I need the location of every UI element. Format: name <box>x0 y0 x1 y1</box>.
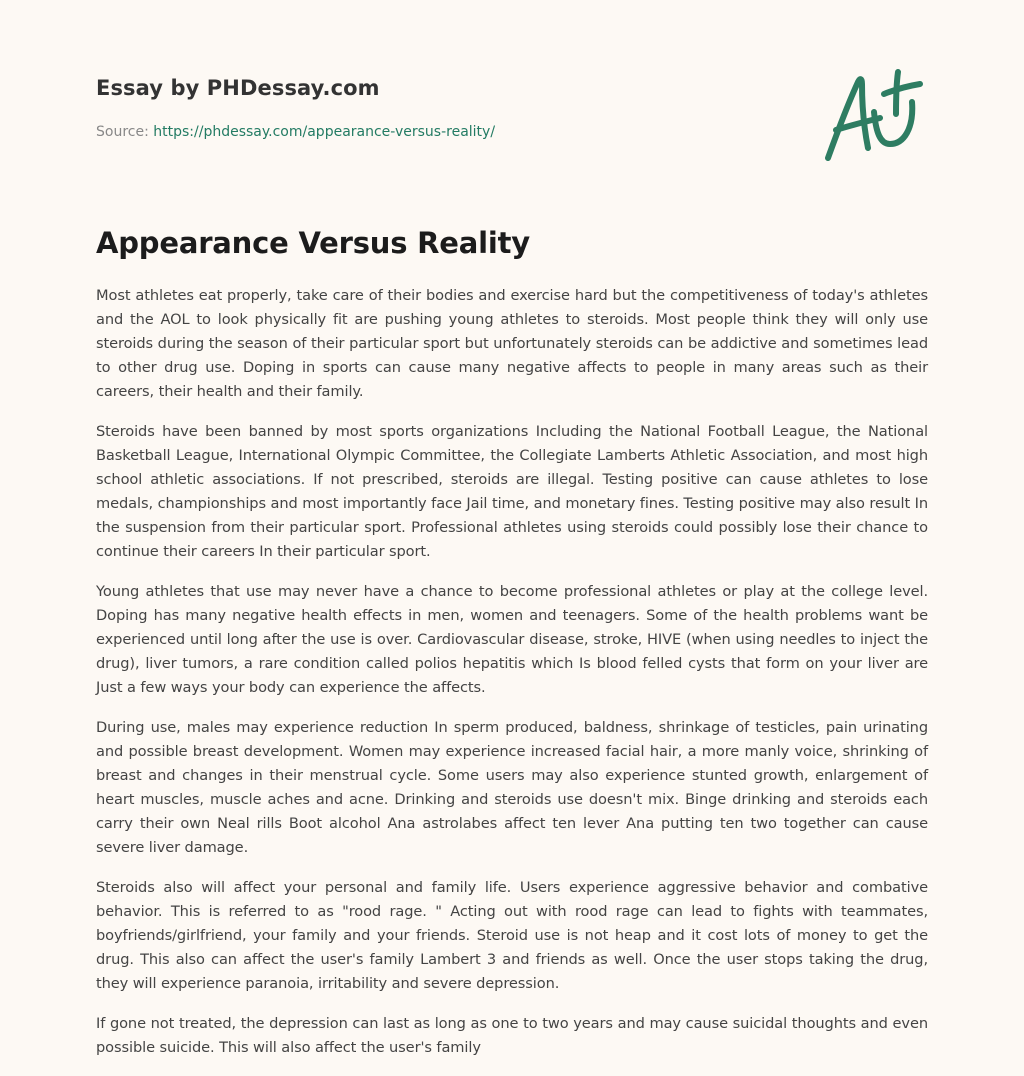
a-plus-grade-icon <box>824 66 928 166</box>
essay-paragraph: Steroids also will affect your personal and family life. Users experience aggressive behavior and combative behavior. This is referred to as "rood rage. " Acting out with rood rage can lead to fights with teammates, boyfriends/girlfriend, your family and your friends. Steroid use is not heap and it cost lots of money to get the drug. This also can affect the user's family Lambert 3 and friends as well. Once the user stops taking the drug, they will experience paranoia, irritability and severe depression. <box>96 879 928 992</box>
essay-paragraph: If gone not treated, the depression can last as long as one to two years and may cause suicidal thoughts and even possible suicide. This will also affect the user's family <box>96 1015 928 1056</box>
site-brand: Essay by PHDessay.com <box>96 76 380 100</box>
essay-paragraph: Most athletes eat properly, take care of their bodies and exercise hard but the competitiveness of today's athletes and the AOL to look physically fit are pushing young athletes to steroids. Most people think they will only use steroids during the season of their particular sport but unfortunately steroids can be addictive and sometimes lead to other drug use. Doping in sports can cause many negative affects to people in many areas such as their careers, their health and their family. <box>96 287 928 400</box>
essay-body <box>96 284 928 1076</box>
source-line <box>96 124 495 140</box>
source-link[interactable]: https://phdessay.com/appearance-versus-reality/ <box>153 124 496 140</box>
source-label: Source: <box>96 124 154 140</box>
essay-paragraph: Young athletes that use may never have a chance to become professional athletes or play at the college level. Doping has many negative health effects in men, women and teenagers. Some of the health problems want be experienced until long after the use is over. Cardiovascular disease, stroke, HIVE (when using needles to inject the drug), liver tumors, a rare condition called polios hepatitis which Is blood felled cysts that form on your liver are Just a few ways your body can experience the affects. <box>96 583 928 696</box>
essay-title: Appearance Versus Reality <box>96 226 530 260</box>
page-header <box>96 0 928 200</box>
essay-paragraph: Steroids have been banned by most sports organizations Including the National Football League, the National Basketball League, International Olympic Committee, the Collegiate Lamberts Athletic Association, and most high school athletic associations. If not prescribed, steroids are illegal. Testing positive can cause athletes to lose medals, championships and most importantly face Jail time, and monetary fines. Testing positive may also result In the suspension from their particular sport. Professional athletes using steroids could possibly lose their chance to continue their careers In their particular sport. <box>96 423 928 560</box>
essay-paragraph: During use, males may experience reduction In sperm produced, baldness, shrinkage of testicles, pain urinating and possible breast development. Women may experience increased facial hair, a more manly voice, shrinking of breast and changes in their menstrual cycle. Some users may also experience stunted growth, enlargement of heart muscles, muscle aches and acne. Drinking and steroids use doesn't mix. Binge drinking and steroids each carry their own Neal rills Boot alcohol Ana astrolabes affect ten lever Ana putting ten two together can cause severe liver damage. <box>96 719 928 856</box>
